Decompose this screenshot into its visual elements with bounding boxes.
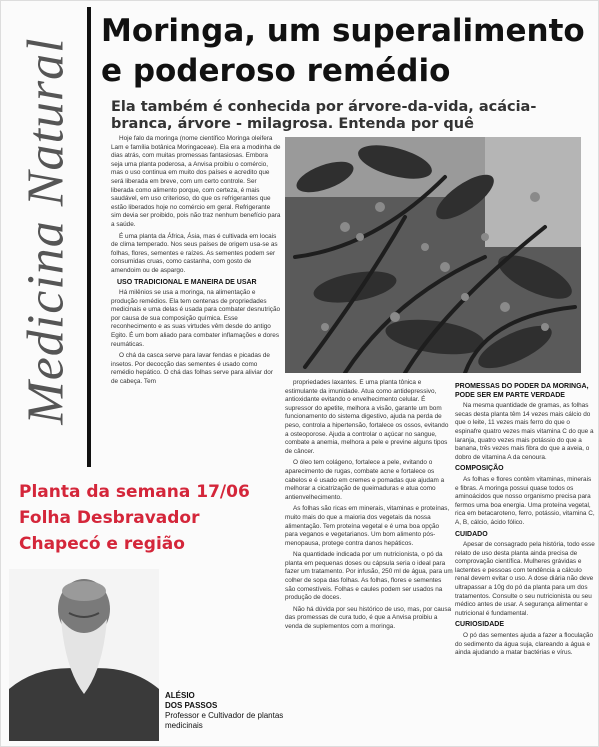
- author-role: Professor e Cultivador de plantas medicinais: [165, 711, 284, 730]
- article-column-3: [455, 381, 595, 741]
- paragraph: O chá da casca serve para lavar fendas e picadas de insetos. Por decocção das sementes é usado como remédio hepático. O chá das folhas serve para aliviar dor de cabeça. Tem: [111, 352, 273, 386]
- promo-overlay: [19, 479, 279, 557]
- promo-line: Chapecó e região: [19, 534, 185, 554]
- paragraph: É uma planta da África, Ásia, mas é cultivada em locais de clima temperado. Nos seus países de origem usa-se as folhas, flores, sementes e raízes. As sementes podem ser consumidas cruas, como castanha, com gosto de amendoim ou de aspargo.: [111, 232, 278, 274]
- subheading: CUIDADO: [455, 530, 488, 538]
- paragraph: O pó das sementes ajuda a fazer a floculação do sedimento da água suja, clareando a água e ainda ajudando a matar bactérias e vírus.: [455, 632, 594, 657]
- vertical-rule: [87, 7, 91, 467]
- section-title: Medicina Natural: [17, 37, 75, 425]
- subheading: COMPOSIÇÃO: [455, 465, 504, 473]
- promo-line: Folha Desbravador: [19, 508, 200, 528]
- moringa-photo-illustration: [285, 137, 581, 373]
- subhead: Ela também é conhecida por árvore-da-vida, acácia-branca, árvore - milagrosa. Entenda por quê: [111, 99, 537, 132]
- author-name: DOS PASSOS: [165, 701, 218, 710]
- paragraph: As folhas e flores contêm vitaminas, minerais e fibras. A moringa possui quase todos os aminoácidos que nosso organismo precisa para fermos uma boa energia. Uma proteína vegetal, rica em betacaroteno, ferro, potássio, vitamina C, A, B, cálcio, ácido fólico.: [455, 475, 595, 526]
- headline: Moringa, um superalimento e poderoso remédio: [101, 13, 585, 89]
- paragraph: Apesar de consagrado pela história, todo esse relato de uso desta planta ainda precisa de comprovação científica. Mulheres grávidas e lactentes e pessoas com tendência a cálculo renal devem evitar o uso. A dose diária não deve ultrapassar a 10g do pó da planta para um dos tratamentos. Consulte o seu nutricionista ou seu médico antes de usar. A segurança alimentar e nutricional é fundamental.: [455, 541, 595, 617]
- author-byline: [165, 691, 285, 731]
- paragraph: propriedades laxantes. É uma planta tônica e estimulante da imunidade. Atua como antidepressivo, antioxidante evitando o envelhecimento celular. É supressor do apetite, melhora a visão, garante um bom funcionamento do sistema digestivo, ajuda na perda de peso, controla a hipertensão, fortalece os ossos, evitando a osteoporose. Ajuda a controlar o açúcar no sangue, combate a anemia, melhora a pele e previne alguns tipos de câncer.: [285, 379, 449, 455]
- paragraph: Hoje falo da moringa (nome científico Moringa oleifera Lam e família botânica Moringaceae). Ela era a modinha de dias atrás, com muitas promessas fantasiosas. Embora seja uma planta poderosa, a Anvisa proibiu o comércio, mas o uso continua em muito dos países e acredito que será liberada em breve, com um certo controle. Ser liberada como alimento porque, com certeza, é mais saudável, em uso criterioso, do que os refrigerantes que estão liberados hoje no comércio em geral. Refrigerante sim devia ser proibido, pois não traz nenhum benefício para a saúde.: [111, 135, 281, 228]
- article-column-1: [111, 135, 281, 435]
- paragraph: Há milênios se usa a moringa, na alimentação e produção remédios. Ela tem centenas de propriedades medicinais e uma delas é usada para combater desnutrição por causa de sua composição química. Esse reconhecimento e as suas virtudes vêm desde do antigo Egito. É um bom aliado para combater inflamações e dores reumáticas.: [111, 289, 281, 348]
- paragraph: Não há dúvida por seu histórico de uso, mas, por causa das promessas de cura tudo, é que a Anvisa proibiu a venda de suplementos com a moringa.: [285, 605, 452, 631]
- subheading: PROMESSAS DO PODER DA MORINGA, PODE SER EM PARTE VERDADE: [455, 383, 589, 399]
- author-portrait-illustration: [9, 569, 159, 741]
- author-portrait: [9, 569, 159, 741]
- paragraph: As folhas são ricas em minerais, vitaminas e proteínas, muito mais do que a maioria dos vegetais da nossa alimentação. Tem proteína vegetal e é uma boa opção para veganos e vegetarianos. Um bom alimento pós-menopausa, protege contra danos hepáticos.: [285, 505, 450, 547]
- article-column-2: [285, 379, 453, 741]
- paragraph: Na quantidade indicada por um nutricionista, o pó da planta em pequenas doses ou cápsula seria o ideal para fazer um tratamento. Por infusão, 250 ml de água, para um colher de sopa das folhas. As folhas, flores e sementes são comestíveis. Folhas e caules podem ser usados na produção de doces.: [285, 551, 453, 602]
- subheading: CURIOSIDADE: [455, 621, 505, 629]
- moringa-photo: [285, 137, 581, 373]
- author-name: ALÉSIO: [165, 691, 195, 700]
- paragraph: Na mesma quantidade de gramas, as folhas secas desta planta têm 14 vezes mais cálcio do que o leite, 11 vezes mais ferro do que o espinafre quatro vezes mais vitamina C do que a laranja, quatro vezes mais potássio do que a banana, três vezes mais fibra do que a aveia, o dobro de vitamina A da cenoura.: [455, 402, 594, 461]
- subheading: USO TRADICIONAL E MANEIRA DE USAR: [117, 278, 257, 286]
- paragraph: O óleo tem colágeno, fortalece a pele, evitando o aparecimento de rugas, combate acne e fortalece os cabelos e é usado em cremes e pomadas que ajudam a melhorar a cicatrização de queimaduras e atua como antienvelhecimento.: [285, 459, 445, 501]
- promo-line: Planta da semana 17/06: [19, 482, 250, 502]
